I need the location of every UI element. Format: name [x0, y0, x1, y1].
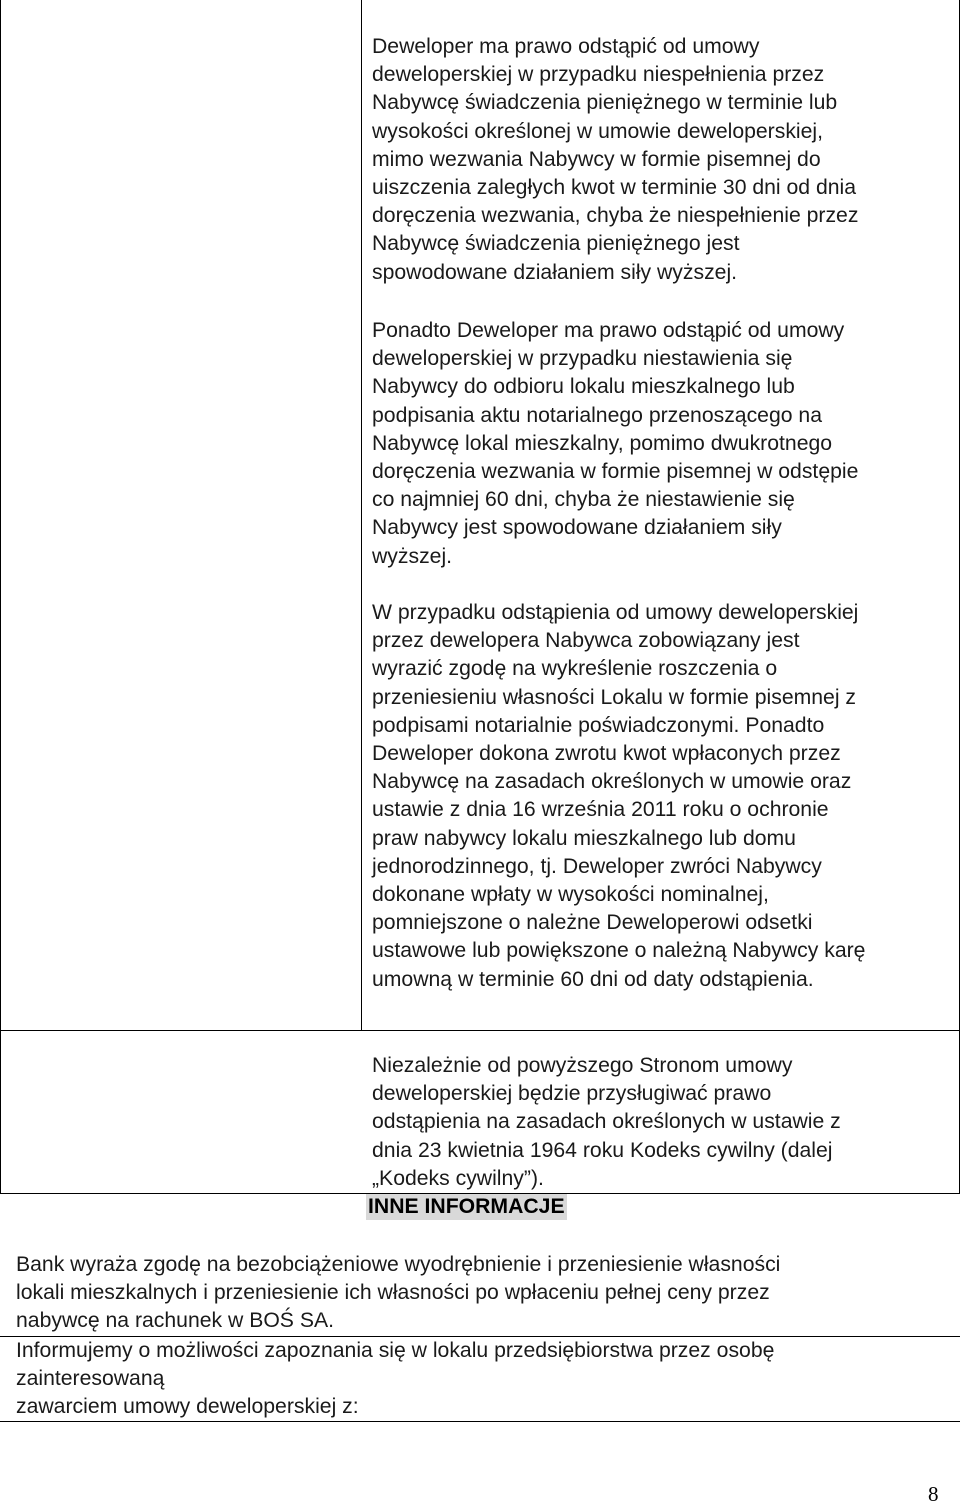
note-bottom-border	[0, 1421, 960, 1422]
page-number: 8	[928, 1482, 939, 1506]
table-column-divider	[361, 0, 362, 1030]
paragraph-text: Ponadto Deweloper ma prawo odstąpić od umowy deweloperskiej w przypadku niestawienia się Nabywcy do odbioru lokalu mieszkalnego lub podpisania aktu notarialnego przenoszącego na Nabywcę lokal mieszkalny, pomimo dwukrotnego doręczenia wezwania w formie pisemnej w odstępie co najmniej 60 dni, chyba że niestawienie się Nabywcy jest spowodowane działaniem siły wyższej.	[372, 319, 859, 568]
withdrawal-paragraph-1	[372, 33, 942, 287]
table-row-divider	[0, 1030, 960, 1031]
withdrawal-paragraph-3	[372, 599, 942, 994]
section-heading: INNE INFORMACJE	[368, 1195, 565, 1218]
paragraph-text: Deweloper ma prawo odstąpić od umowy deweloperskiej w przypadku niespełnienia przez Nabywcę świadczenia pieniężnego w terminie lub wysokości określonej w umowie deweloperskiej, mimo wezwania Nabywcy w formie pisemnej do uiszczenia zaległych kwot w terminie 30 dni od dnia doręczenia wezwania, chyba że niespełnienie przez Nabywcę świadczenia pieniężnego jest spowodowane działaniem siły wyższej.	[372, 35, 859, 284]
withdrawal-paragraph-2	[372, 317, 942, 571]
information-note: Informujemy o możliwości zapoznania się w lokalu przedsiębiorstwa przez osobę zainteresowaną zawarciem umowy deweloperskiej z:	[16, 1339, 775, 1419]
table-left-border	[0, 0, 1, 1193]
bank-consent-note: Bank wyraża zgodę na bezobciążeniowe wyodrębnienie i przeniesienie własności lokali mieszkalnych i przeniesienie ich własności po wpłaceniu pełnej ceny przez nabywcę na rachunek w BOŚ SA.	[16, 1253, 781, 1333]
paragraph-text: W przypadku odstąpienia od umowy deweloperskiej przez dewelopera Nabywca zobowiązany jest wyrazić zgodę na wykreślenie roszczenia o przeniesieniu własności Lokalu w formie pisemnej z podpisami notarialnie poświadczonymi. Ponadto Deweloper dokona zwrotu kwot wpłaconych przez Nabywcę na zasadach określonych w umowie oraz ustawie z dnia 16 września 2011 roku o ochronie praw nabywcy lokalu mieszkalnego lub domu jednorodzinnego, tj. Deweloper zwróci Nabywcy dokonane wpłaty w wysokości nominalnej, pomniejszone o należne Deweloperowi odsetki ustawowe lub powiększone o należną Nabywcy karę umowną w terminie 60 dni od daty odstąpienia.	[372, 601, 866, 991]
civil-code-paragraph	[372, 1052, 942, 1193]
paragraph-text: Niezależnie od powyższego Stronom umowy deweloperskiej będzie przysługiwać prawo odstąpienia na zasadach określonych w ustawie z dnia 23 kwietnia 1964 roku Kodeks cywilny (dalej „Kodeks cywilny”).	[372, 1054, 841, 1190]
